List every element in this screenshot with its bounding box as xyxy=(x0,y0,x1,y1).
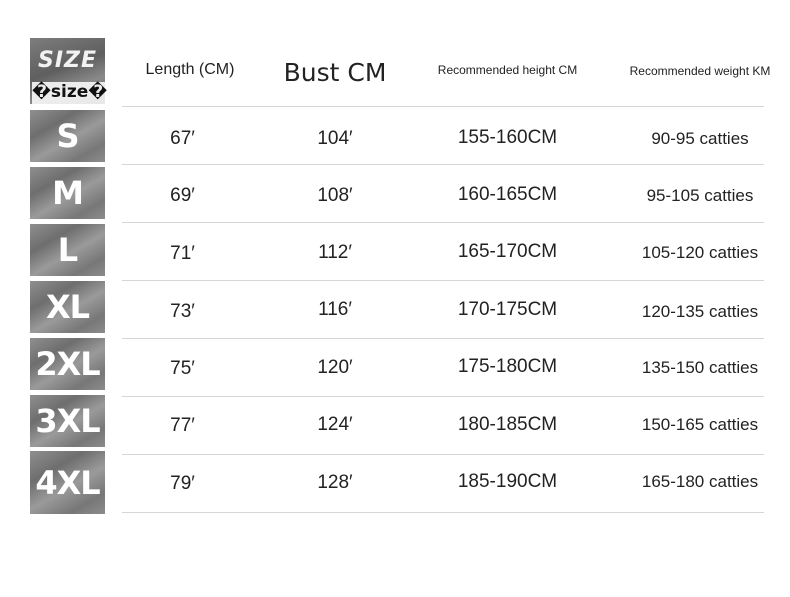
bust-value: 124′ xyxy=(317,414,353,435)
weight-value: 95-105 catties xyxy=(646,186,754,205)
size-label: L xyxy=(57,231,78,269)
weight-value: 150-165 catties xyxy=(641,415,759,434)
size-cell-s xyxy=(30,110,105,162)
size-label: 2XL xyxy=(35,345,100,383)
size-cell-m xyxy=(30,167,105,219)
length-header: Length (CM) xyxy=(145,61,235,78)
bust-value: 120′ xyxy=(317,357,353,378)
bust-value: 112′ xyxy=(318,242,352,263)
row-divider xyxy=(122,338,764,339)
size-label: 4XL xyxy=(35,463,100,502)
size-header-block xyxy=(30,38,108,104)
size-cell-3xl xyxy=(30,395,105,447)
size-label: M xyxy=(52,174,83,212)
weight-value: 135-150 catties xyxy=(641,358,759,377)
length-value: 73′ xyxy=(170,301,195,322)
bust-value: 108′ xyxy=(317,185,353,206)
row-divider xyxy=(122,512,764,513)
height-value: 160-165CM xyxy=(457,184,558,205)
length-value: 77′ xyxy=(170,415,195,436)
size-cell-2xl xyxy=(30,338,105,390)
height-value: 185-190CM xyxy=(457,471,558,492)
weight-value: 120-135 catties xyxy=(641,302,759,321)
row-divider xyxy=(122,396,764,397)
bust-value: 128′ xyxy=(317,472,353,493)
bust-value: 116′ xyxy=(318,299,352,320)
row-divider xyxy=(122,106,764,107)
length-value: 75′ xyxy=(170,358,195,379)
size-cell-xl xyxy=(30,281,105,333)
height-header: Recommended height CM xyxy=(437,63,578,77)
height-value: 180-185CM xyxy=(457,414,558,435)
size-label: 3XL xyxy=(35,402,100,440)
height-value: 170-175CM xyxy=(457,299,558,320)
row-divider xyxy=(122,222,764,223)
bust-value: 104′ xyxy=(317,128,353,149)
weight-header: Recommended weight KM xyxy=(629,64,771,78)
height-value: 155-160CM xyxy=(457,127,558,148)
length-value: 69′ xyxy=(170,185,195,206)
size-header-subtitle: �size� xyxy=(32,82,108,102)
size-header-title: SIZE xyxy=(37,48,97,73)
height-value: 165-170CM xyxy=(457,241,558,262)
row-divider xyxy=(122,280,764,281)
length-value: 79′ xyxy=(170,473,195,494)
length-value: 67′ xyxy=(170,128,195,149)
height-value: 175-180CM xyxy=(457,356,558,377)
length-value: 71′ xyxy=(170,243,195,264)
row-divider xyxy=(122,164,764,165)
weight-value: 90-95 catties xyxy=(651,129,749,148)
bust-header: Bust CM xyxy=(283,58,387,87)
size-label: XL xyxy=(45,288,90,326)
weight-value: 165-180 catties xyxy=(641,472,759,491)
size-cell-4xl xyxy=(30,451,105,514)
weight-value: 105-120 catties xyxy=(641,243,759,262)
row-divider xyxy=(122,454,764,455)
size-label: S xyxy=(56,117,79,155)
size-cell-l xyxy=(30,224,105,276)
